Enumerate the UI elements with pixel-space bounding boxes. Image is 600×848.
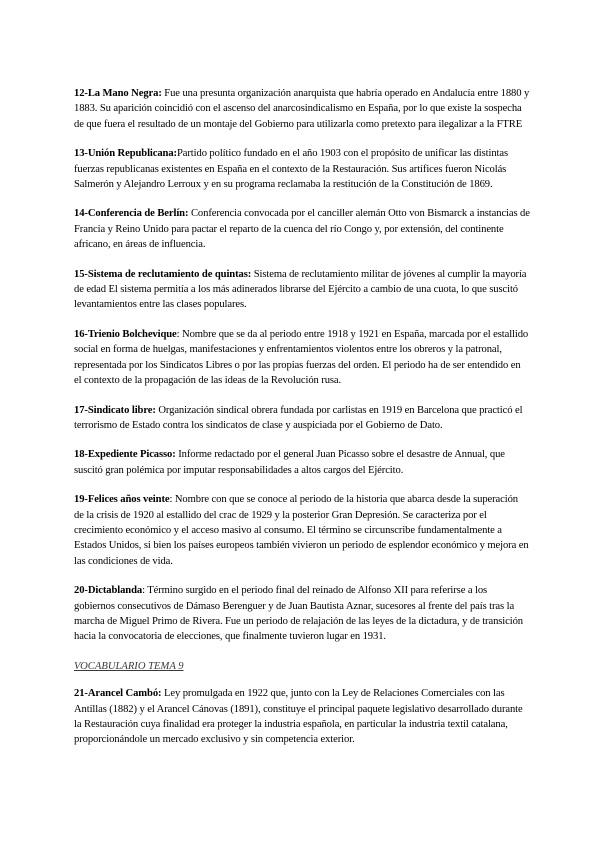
entry-term: 17-Sindicato libre: [74, 404, 156, 416]
vocabulary-entry-14 [74, 206, 530, 252]
vocabulary-content [74, 86, 530, 762]
vocabulary-entry-17 [74, 403, 530, 434]
vocabulary-entry-12 [74, 86, 530, 132]
vocabulary-entry-21 [74, 686, 530, 748]
entry-term: 18-Expediente Picasso: [74, 449, 176, 461]
entry-term: 21-Arancel Cambó: [74, 688, 162, 700]
entry-definition: Informe redactado por el general Juan Picasso sobre el desastre de Annual, que suscitó gran polémica por imputar responsabilidades a altos cargos del Ejército. [74, 449, 505, 476]
entry-definition: : Nombre con que se conoce al periodo de la historia que abarca desde la superación de la crisis de 1920 al estallido del crac de 1929 y la posterior Gran Depresión. Se caracteriza por el crecimiento económico y el acceso masivo al consumo. El término se circunscribe fundamentalmente a Estados Unidos, si bien los países europeos también vivieron un periodo de esplendor económico y mejora en las condiciones de vida. [74, 494, 529, 567]
entry-term: 15-Sistema de reclutamiento de quintas: [74, 268, 252, 280]
entry-definition: Fue una presunta organización anarquista que habría operado en Andalucía entre 1880 y 1883. Su aparición coincidió con el ascenso del anarcosindicalismo en España, por lo que existe la sospecha de que fuera el resultado de un montaje del Gobierno para utilizarla como pretexto para ilegalizar a la FTRE [74, 88, 530, 130]
vocabulary-entry-15 [74, 267, 530, 313]
entry-definition: Conferencia convocada por el canciller alemán Otto von Bismarck a instancias de Francia y Reino Unido para pactar el reparto de la cuenca del río Congo y, por extensión, del continente africano, en áreas de influencia. [74, 208, 530, 251]
entry-definition: Ley promulgada en 1922 que, junto con la Ley de Relaciones Comerciales con las Antillas (1882) y el Arancel Cánovas (1891), constituye el principal paquete legislativo desarrollado durante la Restauración cuya finalidad era proteger la industria española, en particular la industria textil catalana, proporcionándole un mercado exclusivo y sin competencia exterior. [74, 688, 523, 746]
entry-definition: Organización sindical obrera fundada por carlistas en 1919 en Barcelona que practicó el terrorismo de Estado contra los sindicatos de clase y auspiciada por el Gobierno de Dato. [74, 404, 523, 431]
vocabulary-entry-16 [74, 327, 530, 389]
vocabulary-entry-13 [74, 146, 530, 192]
vocabulary-entry-19 [74, 492, 530, 569]
entry-term: 12-La Mano Negra: [74, 88, 162, 99]
entry-term: 20-Dictablanda [74, 585, 143, 597]
entry-definition: : Término surgido en el periodo final del reinado de Alfonso XII para referirse a los gobiernos consecutivos de Dámaso Berenguer y de Juan Bautista Aznar, sucesores al frente del país tras la marcha de Miguel Primo de Rivera. Fue un periodo de relajación de las leyes de la dictadura, y de transición hacia la convocatoria de elecciones, que finalmente tuvieron lugar en 1931. [74, 585, 523, 643]
entry-definition: Sistema de reclutamiento militar de jóvenes al cumplir la mayoría de edad El sistema permitía a los más adinerados librarse del Ejército a cambio de una cuota, lo que suscitó levantamientos entre las clases populares. [74, 268, 527, 311]
vocabulary-entry-20 [74, 583, 530, 645]
entry-term: 19-Felices años veinte [74, 494, 170, 506]
vocabulary-entry-18 [74, 447, 530, 478]
entry-definition: Partido político fundado en el año 1903 con el propósito de unificar las distintas fuerzas republicanas existentes en España en el contexto de la Restauración. Sus artífices fueron Nicolás Salmerón y Alejandro Lerroux y en su programa reclamaba la restitución de la Constitución de 1869. [74, 148, 509, 191]
entry-term: 13-Unión Republicana: [74, 148, 177, 160]
entry-definition: : Nombre que se da al periodo entre 1918 y 1921 en España, marcada por el estallido social en forma de huelgas, manifestaciones y enfrentamientos violentos entre los obreros y la patronal, representada por los Sindicatos Libres o por las propias fuerzas del orden. El periodo ha de ser entendido en el contexto de la propagación de las ideas de la Revolución rusa. [74, 328, 529, 387]
entry-term: 16-Trienio Bolchevique [74, 328, 177, 340]
entry-term: 14-Conferencia de Berlín: [74, 208, 189, 220]
section-heading: VOCABULARIO TEMA 9 [74, 660, 184, 672]
